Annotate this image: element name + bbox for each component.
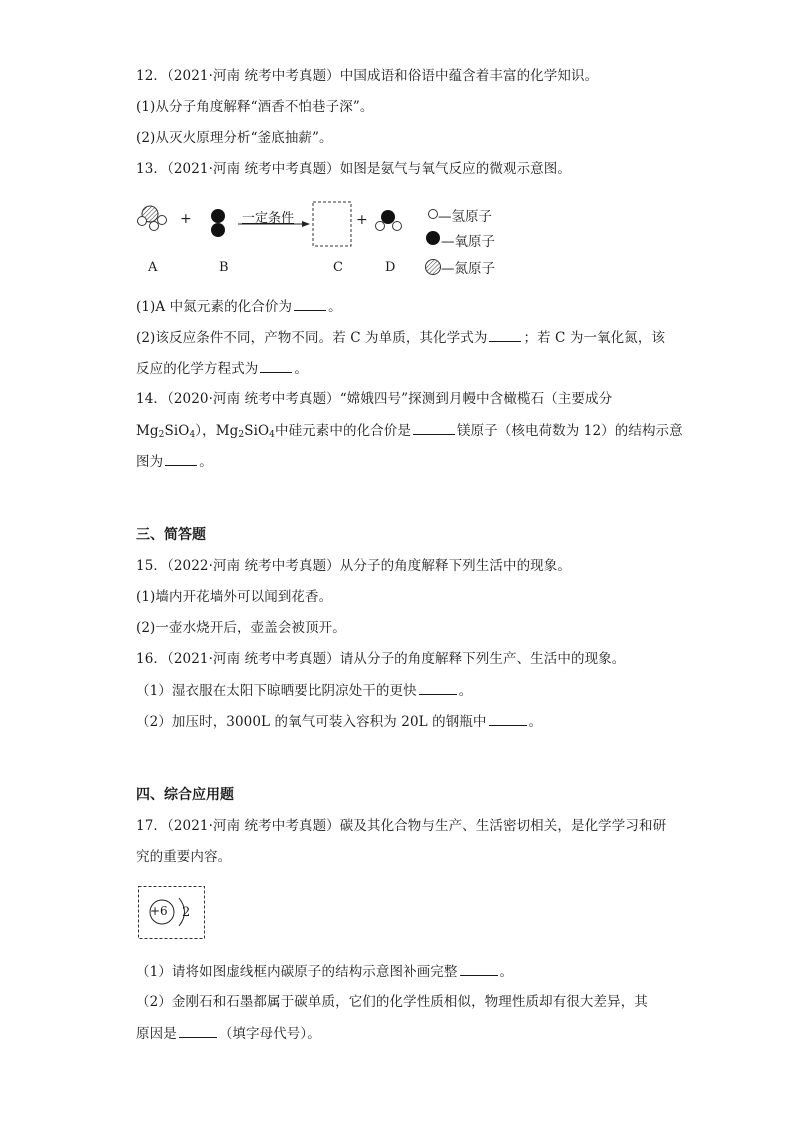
q15-part2: (2)一壶水烧开后，壶盖会被顶开。 bbox=[136, 620, 346, 636]
q13-part2: (2)该反应条件不同，产物不同。若 C 为单质，其化学式为 ；若 C 为一氧化氮，该 bbox=[136, 327, 665, 348]
molecule-b-oxygen bbox=[211, 209, 225, 237]
section-heading-comprehensive: 四、综合应用题 bbox=[136, 787, 234, 803]
q16-part1: （1）湿衣服在太阳下晾晒要比阴凉处干的更快 。 bbox=[136, 680, 472, 701]
q13-part3: 反应的化学方程式为 。 bbox=[136, 358, 308, 379]
shell-electrons: 2 bbox=[182, 905, 191, 920]
label-b: B bbox=[219, 260, 229, 275]
answer-blank[interactable] bbox=[413, 420, 455, 435]
legend-nitrogen: —氮原子 bbox=[441, 261, 495, 277]
q12-stem: 12．（2021·河南 统考中考真题）中国成语和俗语中蕴含着丰富的化学知识。 bbox=[136, 68, 599, 84]
legend-hydrogen-icon bbox=[429, 210, 438, 219]
q14-line3: 图为 。 bbox=[136, 451, 213, 472]
q17-part1: （1）请将如图虚线框内碳原子的结构示意图补画完整 。 bbox=[136, 961, 513, 982]
q15-stem: 15．（2022·河南 统考中考真题）从分子的角度解释下列生活中的现象。 bbox=[136, 558, 571, 574]
nucleus-charge: +6 bbox=[150, 904, 168, 918]
q15-part1: (1)墙内开花墙外可以闻到花香。 bbox=[136, 589, 333, 605]
q17-part2: （2）金刚石和石墨都属于碳单质，它们的化学性质相似，物理性质却有很大差异，其 bbox=[136, 994, 648, 1010]
q16-stem: 16．（2021·河南 统考中考真题）请从分子的角度解释下列生产、生活中的现象。 bbox=[136, 651, 626, 667]
q14-line2: $Mg_2SiO_4$），$Mg_2SiO_4$中硅元素中的化合价是 镁原子（核电荷数为 12）的结构示意 bbox=[136, 420, 683, 441]
q16-part2: （2）加压时，3000L 的氧气可装入容积为 20L 的钢瓶中 。 bbox=[136, 711, 542, 732]
answer-blank[interactable] bbox=[460, 961, 498, 976]
molecule-d-water bbox=[376, 210, 402, 231]
q17-line1: 17．（2021·河南 统考中考真题）碳及其化合物与生产、生活密切相关，是化学学习和研 bbox=[136, 818, 667, 834]
label-a: A bbox=[148, 260, 158, 275]
answer-blank[interactable] bbox=[179, 1023, 217, 1038]
answer-blank[interactable] bbox=[489, 711, 527, 726]
answer-blank[interactable] bbox=[294, 296, 326, 311]
molecule-a-ammonia bbox=[138, 206, 167, 231]
q13-stem: 13．（2021·河南 统考中考真题）如图是氨气与氧气反应的微观示意图。 bbox=[136, 161, 571, 177]
answer-blank[interactable] bbox=[419, 680, 457, 695]
answer-blank[interactable] bbox=[260, 358, 292, 373]
carbon-atom-diagram bbox=[138, 886, 206, 940]
q17-part3: 原因是 （填字母代号）。 bbox=[136, 1023, 321, 1044]
plus-sign-1: + bbox=[180, 211, 192, 227]
label-c: C bbox=[333, 260, 343, 275]
reaction-condition: 一定条件 bbox=[242, 211, 295, 226]
section-heading-short-answer: 三、简答题 bbox=[136, 527, 206, 543]
q14-line1: 14．（2020·河南 统考中考真题）“嫦娥四号”探测到月幔中含橄榄石（主要成分 bbox=[136, 391, 613, 407]
answer-blank[interactable] bbox=[489, 327, 521, 342]
legend-oxygen: —氧原子 bbox=[441, 234, 495, 250]
legend-oxygen-icon bbox=[426, 231, 440, 245]
product-c-box bbox=[313, 202, 351, 246]
q12-part1: (1)从分子角度解释“酒香不怕巷子深”。 bbox=[136, 99, 374, 115]
q17-line2: 究的重要内容。 bbox=[136, 849, 232, 865]
label-d: D bbox=[385, 260, 396, 275]
plus-sign-2: + bbox=[356, 212, 368, 228]
q13-part1: (1)A 中氮元素的化合价为 。 bbox=[136, 296, 342, 317]
q12-part2: (2)从灭火原理分析“釜底抽薪”。 bbox=[136, 130, 333, 146]
legend-hydrogen: —氢原子 bbox=[438, 209, 492, 225]
answer-blank[interactable] bbox=[165, 451, 197, 466]
